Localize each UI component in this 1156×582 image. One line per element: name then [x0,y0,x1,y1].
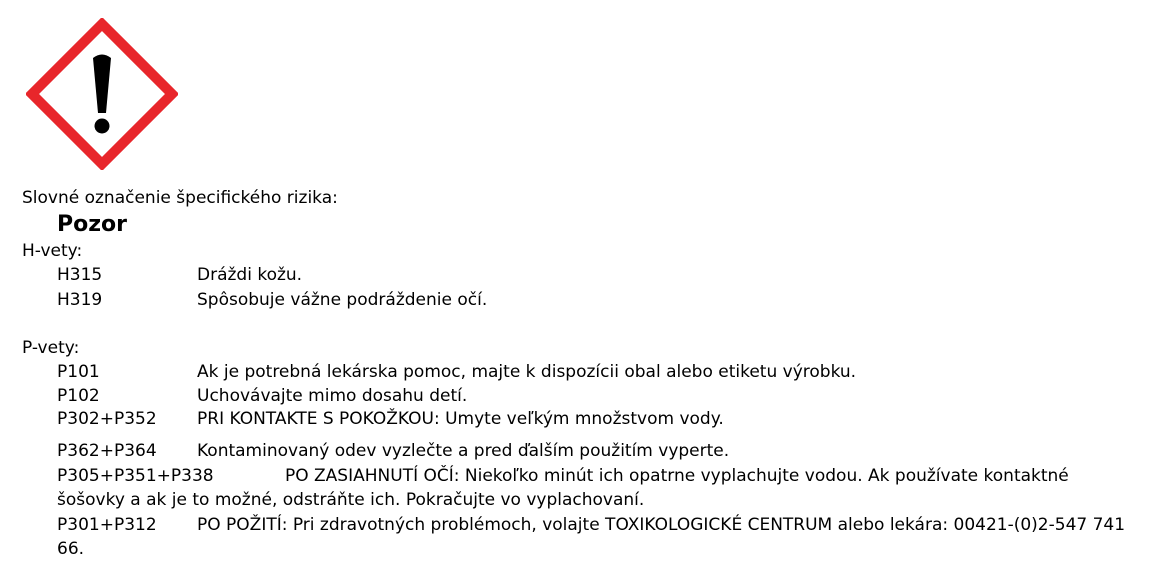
p-statement-text: Ak je potrebná lekárska pomoc, majte k dispozícii obal alebo etiketu výrobku. [197,362,857,382]
p-statement-code: P362+P364 [57,441,157,461]
p-statement-text: PRI KONTAKTE S POKOŽKOU: Umyte veľkým množstvom vody. [197,409,724,429]
exclamation-dot [95,119,110,134]
h-statement-code: H315 [57,265,103,285]
exclamation-mark-icon [26,18,178,170]
h-statements-label: H-vety: [22,241,83,261]
p-statement-text: PO ZASIAHNUTÍ OČÍ: Niekoľko minút ich opatrne vyplachujte vodou. Ak používate kontaktné šošovky a ak je to možné, odstráňte ich. Pokračujte vo vyplachovaní. [57,466,1069,510]
p-statement-code: P102 [57,386,100,406]
p-statement-code: P305+P351+P338 [57,466,214,486]
h-statement-code: H319 [57,290,103,310]
p-statement-block [57,513,1132,561]
p-statement-code: P101 [57,362,100,382]
p-statements-label: P-vety: [22,338,80,358]
p-statement-block [57,464,1132,512]
p-statement-code: P302+P352 [57,409,157,429]
signal-word: Pozor [57,212,128,237]
p-statement-text: Uchovávajte mimo dosahu detí. [197,386,468,406]
h-statement-text: Dráždi kožu. [197,265,303,285]
p-statement-text: PO POŽITÍ: Pri zdravotných problémoch, volajte TOXIKOLOGICKÉ CENTRUM alebo lekára: 00421-(0)2-547 741 66. [57,515,1126,559]
p-statement-text: Kontaminovaný odev vyzlečte a pred ďalším použitím vyperte. [197,441,730,461]
h-statement-text: Spôsobuje vážne podráždenie očí. [197,290,488,310]
p-statement-code: P301+P312 [57,515,157,535]
signal-word-label: Slovné označenie špecifického rizika: [22,188,338,208]
